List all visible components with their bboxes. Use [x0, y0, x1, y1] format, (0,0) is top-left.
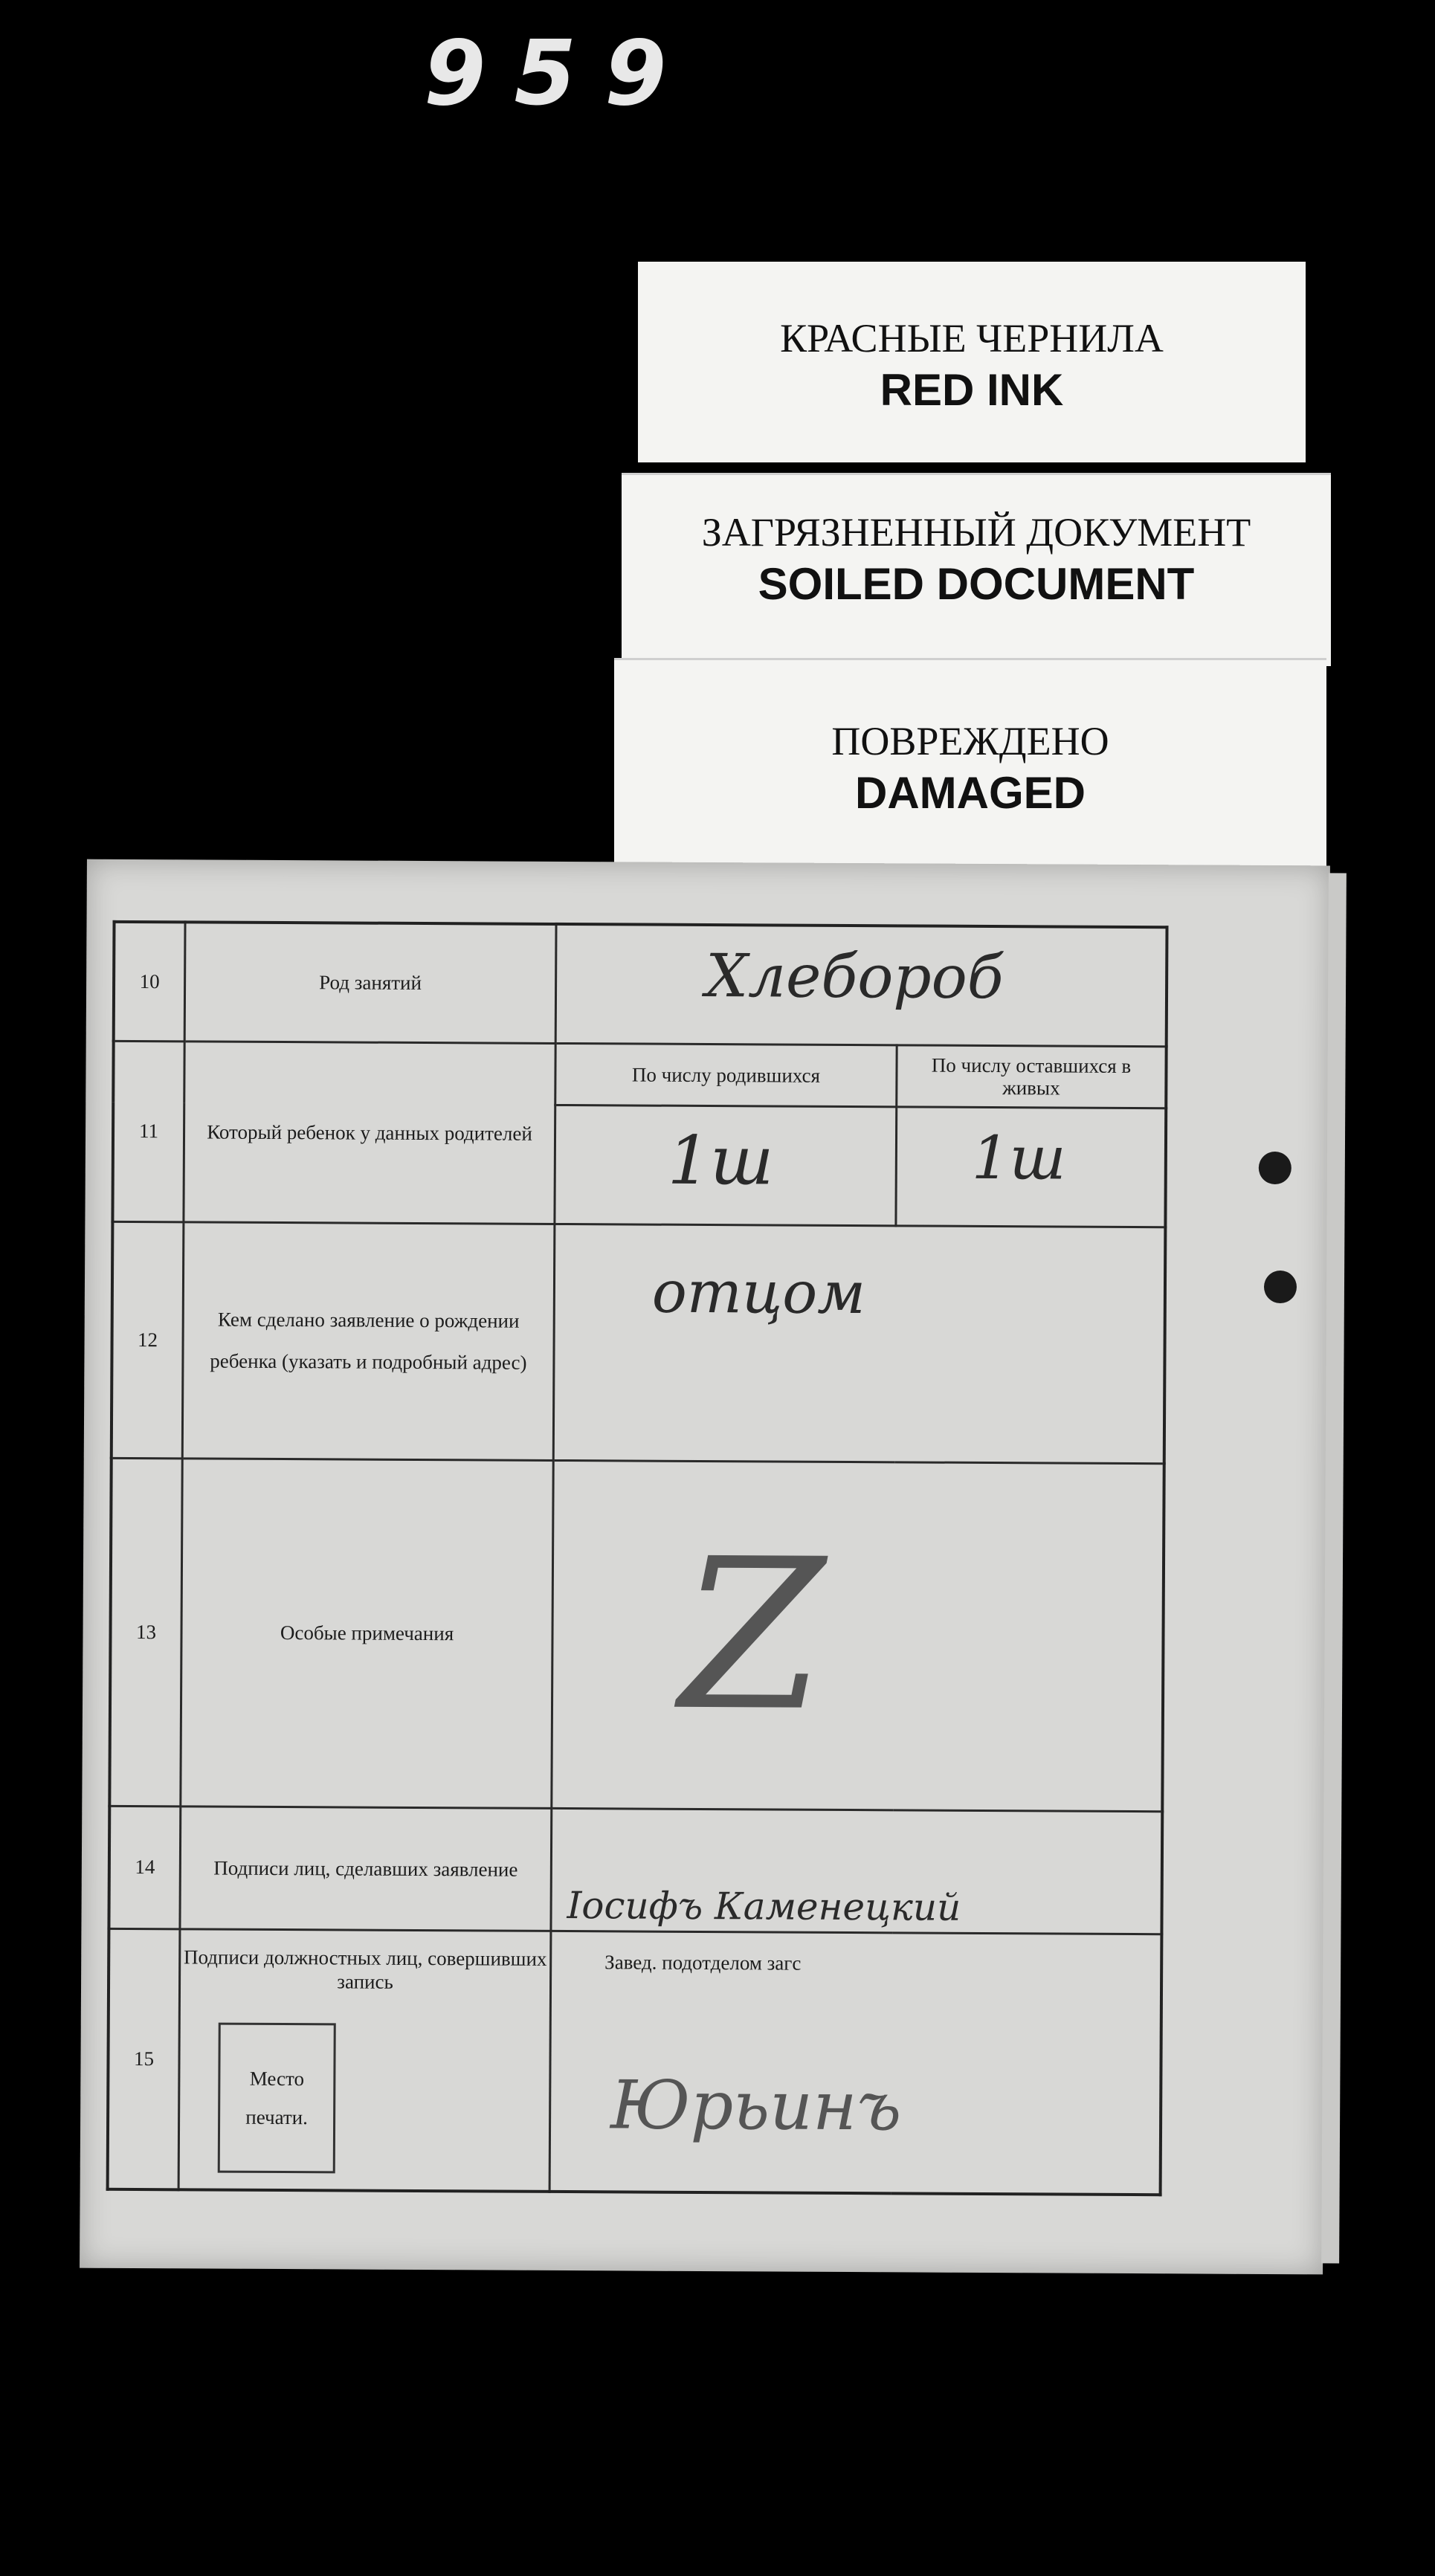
row-official-signatures — [108, 1928, 1162, 2195]
red-ink-label-ru: КРАСНЫЕ ЧЕРНИЛА — [780, 316, 1164, 361]
punch-hole — [1259, 1152, 1292, 1184]
field-label: Подписи лиц, сделавших заявление — [180, 1806, 552, 1931]
handwritten-declarant-signature: Іосифъ Каменецкий — [567, 1883, 961, 1929]
living-count-value — [896, 1106, 1166, 1227]
damaged-label-en: DAMAGED — [855, 768, 1086, 818]
handwritten-born-count: 1ш — [667, 1121, 774, 1200]
declarant-signature-value — [551, 1808, 1162, 1934]
record-sheet — [80, 859, 1330, 2275]
handwritten-z-mark: Z — [679, 1514, 825, 1757]
handwritten-declarant: отцом — [651, 1259, 866, 1327]
field-label: Который ребенок у данных родителей — [184, 1041, 555, 1224]
red-ink-label — [638, 262, 1306, 462]
damaged-label-ru: ПОВРЕЖДЕНО — [831, 719, 1109, 764]
soiled-label-ru: ЗАГРЯЗНЕННЫЙ ДОКУМЕНТ — [701, 510, 1251, 555]
damaged-label — [614, 658, 1326, 888]
row-special-notes — [109, 1458, 1164, 1811]
special-notes-value — [552, 1460, 1164, 1811]
field-label: Особые примечания — [181, 1458, 553, 1808]
field-label: Подписи должностных лиц, совершивших запись — [183, 1945, 547, 1993]
handwritten-living-count: 1ш — [971, 1123, 1066, 1193]
row-number: 15 — [108, 1928, 180, 2189]
field-label: Кем сделано заявление о рождении ребенка (указать и подробный адрес) — [182, 1221, 555, 1460]
official-signature-value — [549, 1931, 1161, 2195]
field-label: Род занятий — [184, 922, 556, 1043]
row-child-order-header — [113, 1041, 1166, 1108]
frame-number: 959 — [424, 22, 695, 126]
stamp-place-label: Место печати. — [245, 2067, 309, 2128]
handwritten-official-signature: Юрьинъ — [610, 2065, 902, 2146]
occupation-value — [555, 924, 1167, 1046]
living-count-header: По числу оставшихся в живых — [897, 1045, 1167, 1108]
row-number: 10 — [114, 922, 185, 1041]
row-number: 11 — [112, 1041, 184, 1221]
sheet-edge — [1321, 873, 1347, 2263]
official-title: Завед. подотделом загс — [604, 1950, 802, 1975]
row-number: 12 — [112, 1221, 184, 1458]
row-occupation — [114, 922, 1167, 1046]
row-declarant — [112, 1221, 1166, 1463]
declarant-value — [553, 1224, 1165, 1463]
row-number: 13 — [109, 1458, 182, 1806]
handwritten-occupation: Хлебороб — [705, 940, 1004, 1013]
soiled-document-label — [622, 473, 1331, 666]
official-signature-label-cell — [178, 1928, 551, 2191]
red-ink-label-en: RED INK — [880, 365, 1064, 415]
stamp-place-box — [218, 2022, 336, 2173]
born-count-value — [555, 1105, 897, 1225]
punch-hole — [1264, 1271, 1297, 1303]
row-number: 14 — [109, 1806, 180, 1928]
born-count-header: По числу родившихся — [555, 1043, 897, 1106]
row-declarant-signature — [109, 1806, 1162, 1934]
birth-record-form — [106, 920, 1169, 2196]
soiled-label-en: SOILED DOCUMENT — [758, 559, 1195, 609]
